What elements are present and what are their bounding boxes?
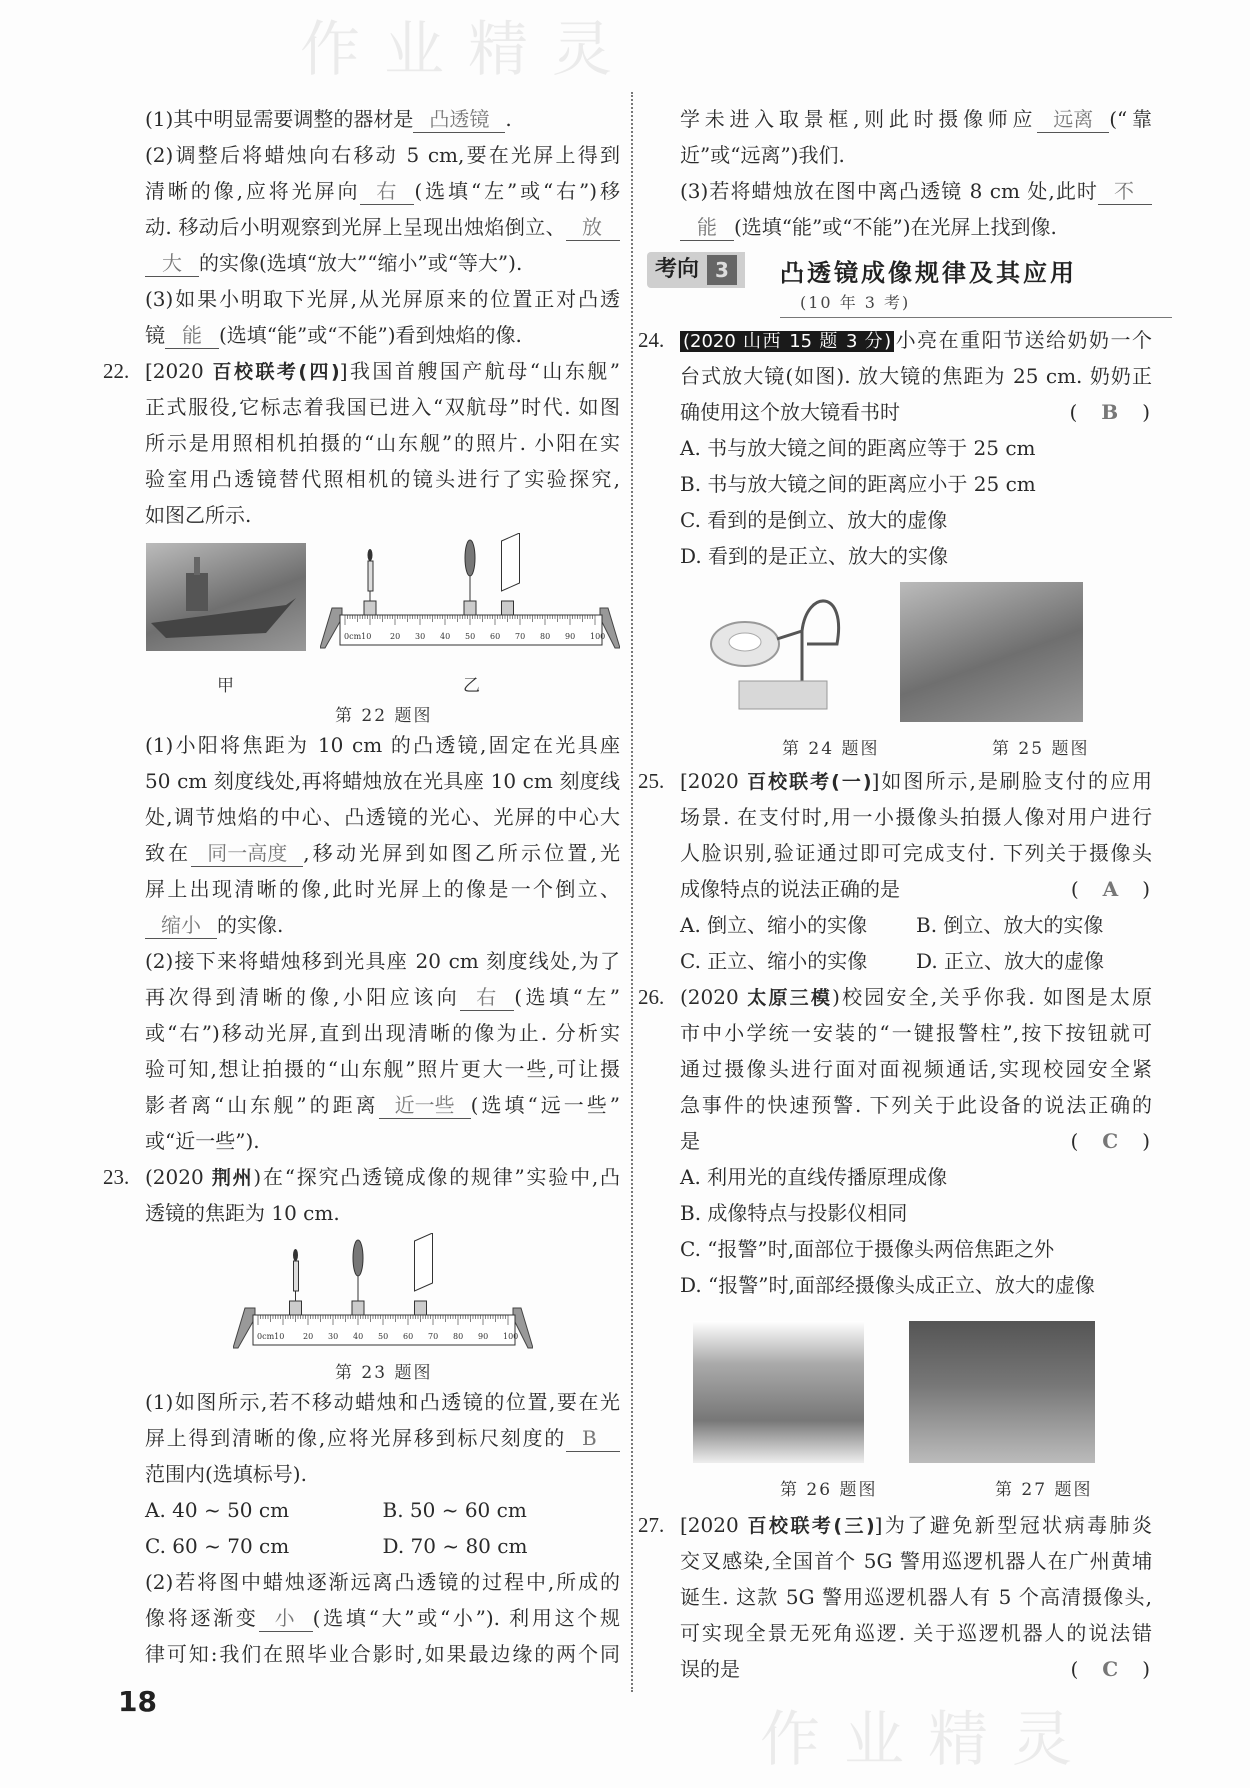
figure-caption-26: 第 26 题图 [780,1480,878,1500]
text: (选填“能”或“不能”)在光屏上找到像. [734,215,1057,239]
figure-caption-25: 第 25 题图 [992,739,1090,759]
text: 是 [680,1129,700,1153]
text-line [145,1636,620,1672]
aircraft-carrier-photo [146,543,306,651]
text-line [145,727,620,763]
text-line [145,1492,620,1528]
text: 交叉感染,全国首个 5G 警用巡逻机器人在广州黄埔 [680,1549,1152,1573]
text: 处,调节烛焰的中心、凸透镜的光心、光屏的中心大 [145,805,620,829]
ruler-tick-label: 70 [515,632,526,641]
text-line [680,137,1152,173]
text: 的实像(选填“放大”“缩小”或“等大”). [199,251,523,275]
text: 镜 [145,323,165,347]
source-label: 百校联考(一) [747,771,872,793]
ruler-tick-label: 90 [565,632,576,641]
text: 屏上出现清晰的像,此时光屏上的像是一个倒立、 [145,877,620,901]
section-title: 凸透镜成像规律及其应用 [780,259,1077,287]
text-line [680,538,1152,574]
text-line [680,835,1152,871]
text-line [680,1195,1152,1231]
text-line [145,1420,620,1456]
option [383,1492,527,1528]
source-label: 太原三模 [747,987,833,1009]
text: (2)若将图中蜡烛逐渐远离凸透镜的过程中,所成的 [145,1570,620,1594]
text: ]我国首艘国产航母“山东舰” [339,359,620,383]
option [145,1534,289,1558]
answer-choice: A [1102,877,1121,901]
text-line [145,461,620,497]
text-line [680,1267,1152,1303]
answer-blank: 能 [165,322,219,349]
section-tag-label: 考向 [655,257,700,282]
section-number: 3 [707,255,737,285]
text-line [145,871,620,907]
answer-choice: B [1101,400,1121,424]
text: 的实像. [217,913,284,937]
text-line [145,1600,620,1636]
text-line [145,835,620,871]
text: B. 50 ~ 60 cm [382,1498,527,1522]
ruler-tick-label: 100 [503,1332,519,1341]
ruler-tick-label: 60 [490,632,501,641]
question-line [103,1159,620,1195]
text-line [680,1051,1152,1087]
text-line [145,1564,620,1600]
text-line [680,907,1152,943]
text: C. 看到的是倒立、放大的虚像 [680,508,948,532]
text: (1)其中明显需要调整的器材是 [145,107,414,131]
ruler-tick-label: 30 [328,1332,339,1341]
text-line [680,209,1152,245]
answer-blank: 能 [680,214,734,241]
question-line [638,1507,1153,1543]
question-line [638,322,1152,358]
text: 透镜的焦距为 10 cm. [145,1201,340,1225]
answer-parens: ( C ) [1070,1657,1152,1681]
option [383,1528,528,1564]
answer-blank: 小 [259,1605,313,1632]
text-line [680,1123,1152,1159]
text-line [680,502,1152,538]
answer-choice: C [1102,1657,1121,1681]
text-line [680,1579,1152,1615]
text-line [680,1087,1152,1123]
text: 可实现全景无死角巡逻. 关于巡逻机器人的说法错 [680,1621,1152,1645]
text: D. 70 ~ 80 cm [382,1534,528,1558]
text-line [680,101,1152,137]
ruler-tick-label: 40 [353,1332,364,1341]
ruler-tick-label: 80 [540,632,551,641]
ruler-tick-label: 0cm10 [257,1332,285,1341]
text-line [145,101,620,137]
text: D. 看到的是正立、放大的实像 [680,544,949,568]
text-line [680,173,1152,209]
source-badge: (2020 山西 15 题 3 分) [680,331,894,352]
answer-parens: ( A ) [1070,877,1152,901]
figure-label-a: 甲 [217,676,236,696]
question-line [638,763,1152,799]
ruler-tick-label: 90 [478,1332,489,1341]
text: 致在 [145,841,192,865]
text: [2020 [680,1513,748,1537]
alarm-pillar-photo [693,1321,864,1463]
answer-blank: 缩小 [145,912,217,939]
source-label: 百校联考(四) [212,361,340,383]
text: 人脸识别,验证通过即可完成支付. 下列关于摄像头 [680,841,1152,865]
answer-parens: ( C ) [1070,1129,1152,1153]
text-line [145,317,620,353]
ruler-tick-label: 50 [378,1332,389,1341]
optical-bench-diagram [320,533,620,653]
text-line [145,1384,620,1420]
figure-caption: 第 22 题图 [335,706,433,726]
watermark: 作业精灵 [760,1705,1096,1775]
figure-label-b: 乙 [463,676,482,696]
ruler-tick-label: 20 [390,632,401,641]
text-line [680,1543,1152,1579]
text-line [145,1051,620,1087]
question-number: 24. [638,328,665,352]
text-line [145,1528,620,1564]
option [680,949,867,973]
text: [2020 [680,769,748,793]
ruler-tick-label: 30 [415,632,426,641]
figure-caption: 第 23 题图 [335,1363,433,1383]
right-column [638,101,1153,1687]
text-line [145,1456,620,1492]
figure-26-27 [680,1303,1152,1507]
text-line [145,245,620,281]
text-line [680,1015,1152,1051]
text: 场景. 在支付时,用一小摄像头拍摄人像对用户进行 [680,805,1152,829]
text-line [680,394,1152,430]
column-divider [631,92,633,1692]
text: 再次得到清晰的像,小阳应该向 [145,985,461,1009]
ruler-tick-label: 70 [428,1332,439,1341]
text: 诞生. 这款 5G 警用巡逻机器人有 5 个高清摄像头, [680,1585,1152,1609]
text: 确使用这个放大镜看书时 [680,400,900,424]
text-line [680,1231,1152,1267]
text-line [145,1087,620,1123]
text: 所示是用照相机拍摄的“山东舰”的照片. 小阳在实 [145,431,620,455]
text: (2020 [145,1165,212,1189]
text: 屏上得到清晰的像,应将光屏移到标尺刻度的 [145,1426,566,1450]
text-line [145,281,620,317]
text-line [145,425,620,461]
text: (2020 [680,985,748,1009]
text: 正式服役,它标志着我国已进入“双航母”时代. 如图 [145,395,620,419]
ruler-tick-label: 50 [465,632,476,641]
text: (“靠 [1109,107,1153,131]
text: . [505,107,512,131]
question-line [638,979,1152,1015]
page-number: 18 [118,1685,157,1718]
text: 50 cm 刻度线处,再将蜡烛放在光具座 10 cm 刻度线 [145,769,620,793]
left-column [103,101,621,1672]
text: (选填“左” [514,985,620,1009]
text-line [145,763,620,799]
text: 动. 移动后小明观察到光屏上呈现出烛焰倒立、 [145,215,566,239]
text: 像将逐渐变 [145,1606,259,1630]
text-line [145,1123,620,1159]
text: )在“探究凸透镜成像的规律”实验中,凸 [253,1165,620,1189]
watermark: 作业精灵 [300,15,636,85]
text: C. “报警”时,面部位于摄像头两倍焦距之外 [680,1237,1055,1261]
ruler-tick-label: 20 [303,1332,314,1341]
question-number: 25. [638,769,665,793]
question-number: 22. [103,359,130,383]
text: 急事件的快速预警. 下列关于此设备的说法正确的 [680,1093,1152,1117]
figure-caption-27: 第 27 题图 [995,1480,1093,1500]
text: 误的是 [680,1657,740,1681]
text: 通过摄像头进行面对面视频通话,实现校园安全紧 [680,1057,1152,1081]
text: 验室用凸透镜替代照相机的镜头进行了实验探究, [145,467,620,491]
text-line [145,173,620,209]
text: (选填“左”或“右”)移 [414,179,620,203]
text: (2)接下来将蜡烛移到光具座 20 cm 刻度线处,为了 [145,949,620,973]
text: (1)小阳将焦距为 10 cm 的凸透镜,固定在光具座 [145,733,620,757]
text: (选填“远一些” [470,1093,620,1117]
text-line [680,871,1152,907]
text: 台式放大镜(如图). 放大镜的焦距为 25 cm. 奶奶正 [680,364,1152,388]
answer-blank: 右 [360,178,414,205]
answer-parens: ( B ) [1069,400,1152,424]
text: A. 倒立、缩小的实像 [680,913,868,937]
text: (3)若将蜡烛放在图中离凸透镜 8 cm 处,此时 [680,179,1098,203]
text-line [680,943,1152,979]
text-line [680,1651,1152,1687]
text: B. 书与放大镜之间的距离应小于 25 cm [680,472,1036,496]
answer-blank: 大 [145,250,199,277]
text: (选填“大”或“小”). 利用这个规 [312,1606,621,1630]
text: [2020 [145,359,213,383]
source-label: 百校联考(三) [747,1515,875,1537]
text: 近”或“远离”)我们. [680,143,845,167]
figure-caption-24: 第 24 题图 [782,739,880,759]
text-line [145,799,620,835]
text-line [145,943,620,979]
text: (3)如果小明取下光屏,从光屏原来的位置正对凸透 [145,287,620,311]
text: 成像特点的说法正确的是 [680,877,900,901]
text: 或“右”)移动光屏,直到出现清晰的像为止. 分析实 [145,1021,620,1045]
option [680,913,867,937]
figure-22 [145,533,620,727]
text: )校园安全,关乎你我. 如图是太原 [832,985,1152,1009]
text-line [145,209,620,245]
text-line [680,1615,1152,1651]
text: 影者离“山东舰”的距离 [145,1093,379,1117]
text: D. “报警”时,面部经摄像头成正立、放大的虚像 [680,1273,1095,1297]
text: C. 60 ~ 70 cm [145,1534,290,1558]
source-label: 荆州 [211,1167,254,1189]
text: 律可知:我们在照毕业合影时,如果最边缘的两个同 [145,1642,620,1666]
answer-blank: 凸透镜 [413,106,505,133]
text-line [680,466,1152,502]
option [145,1498,289,1522]
text-line [680,358,1152,394]
text-line [680,1159,1152,1195]
question-number: 23. [103,1165,130,1189]
section-header [655,245,1152,322]
ruler-tick-label: 60 [403,1332,414,1341]
question-number: 27. [638,1513,665,1537]
text-line [680,799,1152,835]
figure-23 [145,1231,620,1384]
text: 或“近一些”). [145,1129,260,1153]
ruler-tick-label: 40 [440,632,451,641]
text: D. 正立、放大的虚像 [916,949,1105,973]
option [916,907,1103,943]
section-subtitle: (10 年 3 考) [780,289,1172,318]
answer-blank: 远离 [1037,106,1109,133]
text-line [145,137,620,173]
text-line [145,979,620,1015]
text: A. 利用光的直线传播原理成像 [680,1165,948,1189]
text: A. 40 ~ 50 cm [145,1498,290,1522]
text: (选填“能”或“不能”)看到烛焰的像. [219,323,522,347]
answer-choice: C [1102,1129,1121,1153]
text-line [680,430,1152,466]
text: A. 书与放大镜之间的距离应等于 25 cm [680,436,1036,460]
face-payment-photo [900,582,1083,722]
text-line [145,1015,620,1051]
text: 市中小学统一安装的“一键报警柱”,按下按钮就可 [680,1021,1152,1045]
answer-blank: B [566,1425,620,1452]
question-line [103,353,620,389]
text: (2)调整后将蜡烛向右移动 5 cm,要在光屏上得到 [145,143,620,167]
figure-24-25 [680,574,1152,763]
ruler-tick-label: 80 [453,1332,464,1341]
ruler-tick-label: 0cm10 [344,632,372,641]
answer-blank: 放 [566,214,620,241]
text-line [145,907,620,943]
text: C. 正立、缩小的实像 [680,949,868,973]
magnifier-photo [707,589,852,714]
text: B. 倒立、放大的实像 [916,913,1104,937]
answer-blank: 同一高度 [191,840,303,867]
text: 学未进入取景框,则此时摄像师应 [680,107,1038,131]
text: 验可知,想让拍摄的“山东舰”照片更大一些,可让摄 [145,1057,620,1081]
text: 清晰的像,应将光屏向 [145,179,361,203]
answer-blank: 右 [460,984,514,1011]
text: (1)如图所示,若不移动蜡烛和凸透镜的位置,要在光 [145,1390,620,1414]
text-line [145,389,620,425]
ruler-tick-label: 100 [590,632,606,641]
optical-bench-diagram [233,1233,533,1353]
text: 范围内(选填标号). [145,1462,307,1486]
text-line [145,1195,620,1231]
text: 小亮在重阳节送给奶奶一个 [894,328,1152,352]
text: ,移动光屏到如图乙所示位置,光 [303,841,621,865]
answer-blank: 近一些 [379,1092,471,1119]
text-line [145,497,620,533]
text: 如图乙所示. [145,503,252,527]
question-number: 26. [638,985,665,1009]
option [916,943,1104,979]
section-tag [647,252,745,288]
patrol-robot-photo [909,1321,1095,1463]
text: ]如图所示,是刷脸支付的应用 [871,769,1152,793]
answer-blank: 不 [1098,178,1152,205]
text: ]为了避免新型冠状病毒肺炎 [874,1513,1153,1537]
text: B. 成像特点与投影仪相同 [680,1201,908,1225]
